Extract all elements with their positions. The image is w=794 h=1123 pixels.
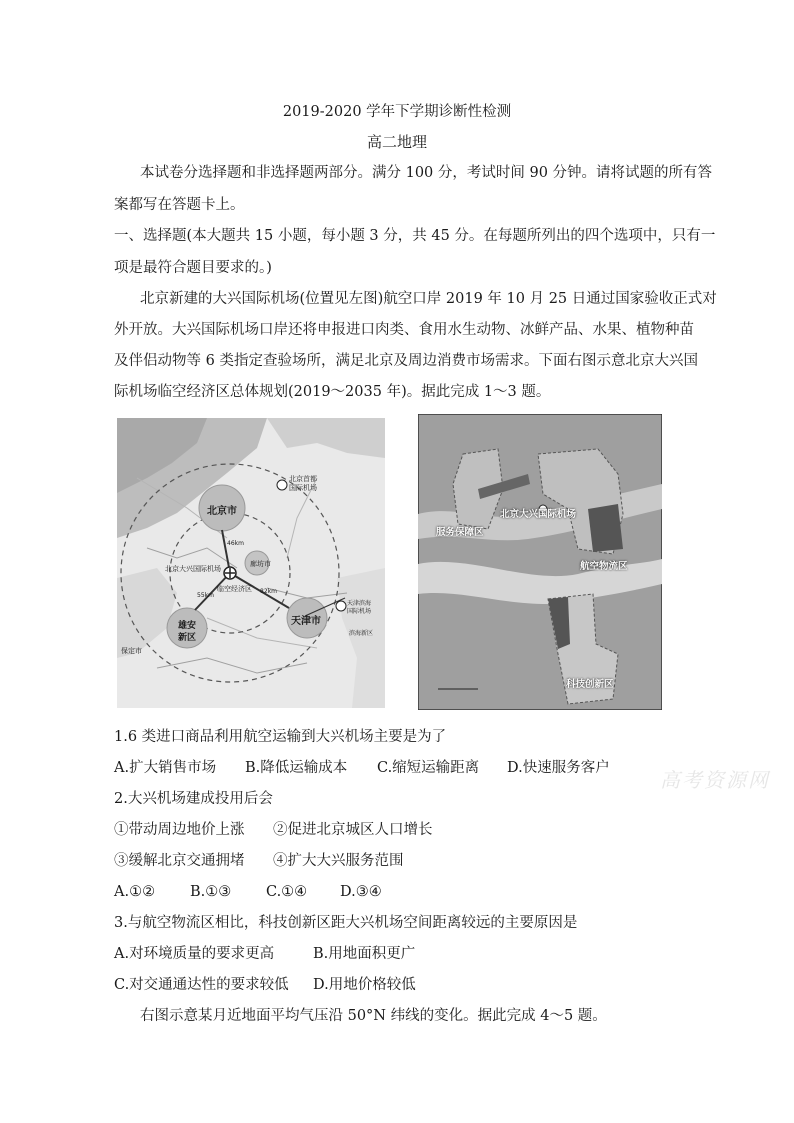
- question-1-option-b: B.降低运输成本: [245, 760, 348, 776]
- material1-line-1: 北京新建的大兴国际机场(位置见左图)航空口岸 2019 年 10 月 25 日通过国家验收正式对: [140, 291, 717, 307]
- question-2-stem: 2.大兴机场建成投用后会: [114, 791, 273, 807]
- map-label-capital-airport-1: 北京首都: [289, 475, 317, 483]
- question-2-option-c: C.①④: [266, 884, 308, 900]
- map-label-baoding: 保定市: [121, 647, 142, 655]
- question-3-stem: 3.与航空物流区相比，科技创新区距大兴机场空间距离较远的主要原因是: [114, 915, 578, 931]
- material1-line-2: 外开放。大兴国际机场口岸还将申报进口肉类、食用水生动物、冰鲜产品、水果、植物种苗: [114, 322, 694, 338]
- material2-line: 右图示意某月近地面平均气压沿 50°N 纬线的变化。据此完成 4～5 题。: [140, 1008, 607, 1024]
- intro-line-2: 案都写在答题卡上。: [114, 197, 245, 213]
- map-label-dist-beijing: 46km: [227, 540, 244, 547]
- map-label-capital-airport-2: 国际机场: [289, 484, 317, 492]
- question-1-option-c: C.缩短运输距离: [377, 760, 480, 776]
- map-label-xiongan-2: 新区: [178, 633, 197, 643]
- question-1-option-a: A.扩大销售市场: [114, 760, 217, 776]
- right-planning-map: [418, 414, 662, 710]
- subject-title: 高二地理: [366, 133, 427, 151]
- question-3-option-c: C.对交通通达性的要求较低: [114, 977, 289, 993]
- map-label-langfang: 廊坊市: [250, 560, 271, 568]
- map-label-service-zone: 服务保障区: [436, 527, 484, 538]
- map-label-dist-xiongan: 55km: [197, 592, 214, 599]
- map-label-dist-tianjin: 82km: [260, 588, 277, 595]
- question-2-option-b: B.①③: [190, 884, 232, 900]
- map-label-binhai: 滨海新区: [349, 630, 374, 637]
- map-label-zone: 临空经济区: [217, 585, 252, 593]
- intro-line-1: 本试卷分选择题和非选择题两部分。满分 100 分，考试时间 90 分钟。请将试题的所有答: [140, 165, 713, 181]
- material1-line-3: 及伴侣动物等 6 类指定查验场所，满足北京及周边消费市场需求。下面右图示意北京大兴国: [114, 353, 698, 369]
- section1-line-1: 一、选择题(本大题共 15 小题，每小题 3 分，共 45 分。在每题所列出的四个选项中，只有一: [114, 228, 716, 244]
- question-1-stem: 1.6 类进口商品利用航空运输到大兴机场主要是为了: [114, 729, 447, 745]
- map-label-tech-zone: 科技创新区: [566, 679, 614, 690]
- section1-line-2: 项是最符合题目要求的。): [114, 260, 272, 276]
- question-3-option-d: D.用地价格较低: [313, 977, 416, 993]
- question-2-statement-2: ②促进北京城区人口增长: [273, 822, 433, 838]
- question-2-statement-1: ①带动周边地价上涨: [114, 822, 245, 838]
- exam-title: 2019-2020 学年下学期诊断性检测: [282, 104, 512, 120]
- map-label-tianjin-airport-2: 国际机场: [347, 608, 372, 615]
- map-label-beijing: 北京市: [207, 506, 237, 517]
- map-label-airport: 北京大兴国际机场: [500, 509, 577, 520]
- question-2-option-d: D.③④: [340, 884, 382, 900]
- map-label-tianjin-airport-1: 天津滨海: [347, 600, 372, 607]
- question-2-statement-4: ④扩大大兴服务范围: [273, 853, 404, 869]
- map-label-daxing-airport: 北京大兴国际机场: [165, 565, 221, 573]
- question-3-option-b: B.用地面积更广: [313, 946, 416, 962]
- question-1-option-d: D.快速服务客户: [507, 760, 610, 776]
- question-3-option-a: A.对环境质量的要求更高: [114, 946, 275, 962]
- question-2-option-a: A.①②: [114, 884, 156, 900]
- question-2-statement-3: ③缓解北京交通拥堵: [114, 853, 245, 869]
- left-location-map: [117, 418, 385, 708]
- map-label-tianjin: 天津市: [291, 616, 321, 627]
- map-label-xiongan-1: 雄安: [178, 621, 197, 631]
- material1-line-4: 际机场临空经济区总体规划(2019～2035 年)。据此完成 1～3 题。: [114, 384, 551, 400]
- map-label-logistics-zone: 航空物流区: [580, 561, 628, 572]
- watermark: 高考资源网: [660, 768, 770, 792]
